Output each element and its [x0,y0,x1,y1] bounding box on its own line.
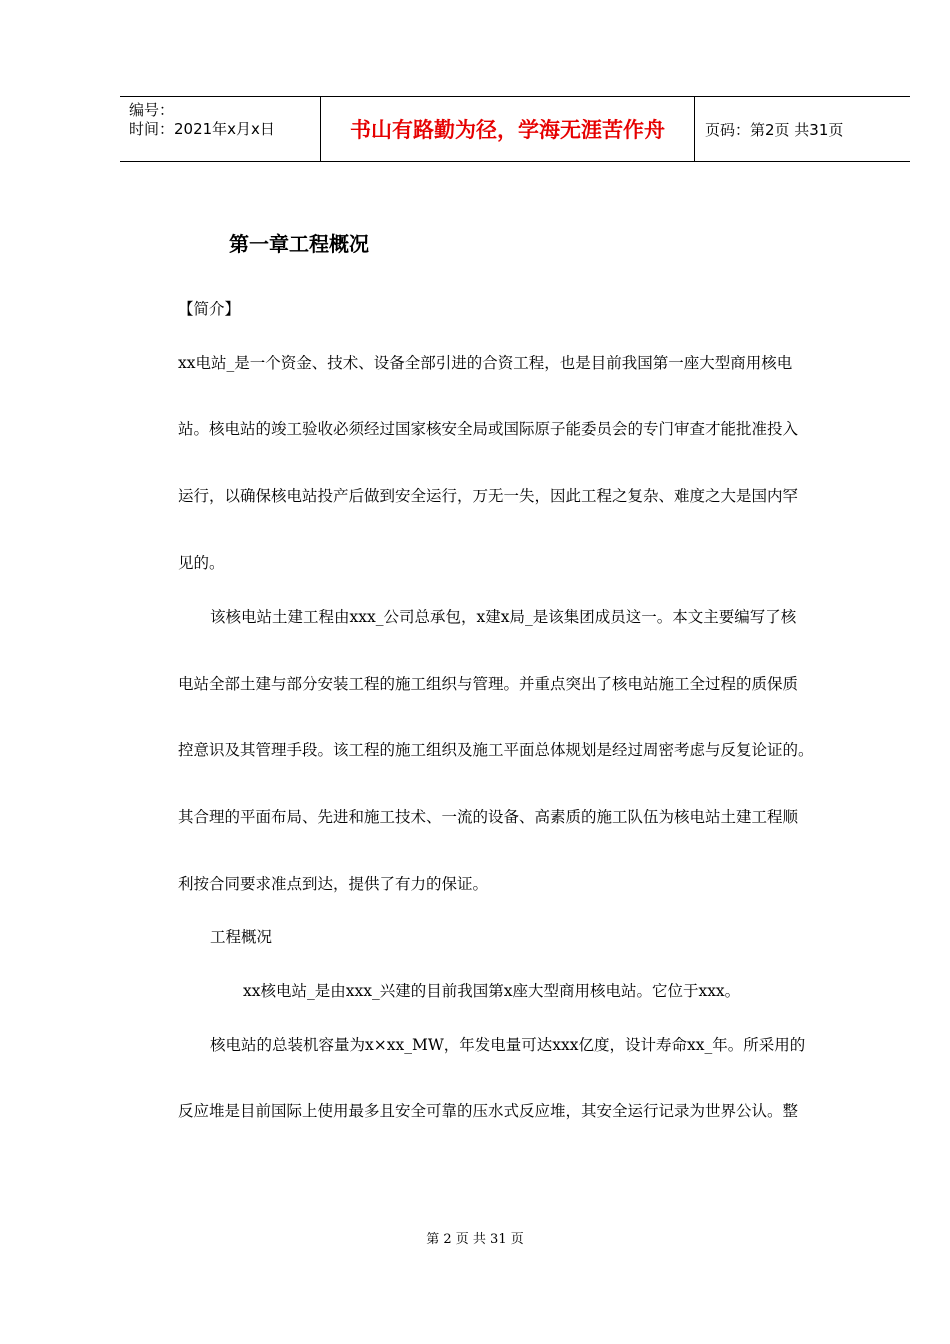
document-time-label: 时间：2021年x月x日 [129,120,275,138]
header-motto: 书山有路勤为径，学海无涯苦作舟 [321,97,695,161]
page-footer: 第 2 页 共 31 页 [426,1232,524,1247]
header-page-info: 页码：第2页 共31页 [705,121,844,139]
paragraph-line: 运行，以确保核电站投产后做到安全运行，万无一失，因此工程之复杂、难度之大是国内罕 [178,487,799,505]
section-heading-overview: 工程概况 [210,928,273,946]
document-header [120,96,910,162]
paragraph-line: 该核电站土建工程由xxx_公司总承包，x建x局_是该集团成员这一。本文主要编写了核 [210,608,797,626]
section-label-intro: 【简介】 [178,300,241,318]
paragraph-line: 其合理的平面布局、先进和施工技术、一流的设备、高素质的施工队伍为核电站土建工程顺 [178,808,799,826]
header-meta-cell [120,97,321,161]
document-number-label: 编号： [129,101,175,119]
paragraph-line: 站。核电站的竣工验收必须经过国家核安全局或国际原子能委员会的专门审查才能批准投入 [178,420,799,438]
paragraph-line: 核电站的总装机容量为x×xx_MW，年发电量可达xxx亿度，设计寿命xx_年。所采用的 [210,1036,806,1054]
chapter-title: 第一章工程概况 [229,232,369,256]
paragraph-line: 控意识及其管理手段。该工程的施工组织及施工平面总体规划是经过周密考虑与反复论证的。 [178,741,814,759]
paragraph-line: 反应堆是目前国际上使用最多且安全可靠的压水式反应堆，其安全运行记录为世界公认。整 [178,1102,799,1120]
paragraph-line: xx电站_是一个资金、技术、设备全部引进的合资工程，也是目前我国第一座大型商用核电 [178,354,793,372]
paragraph-line: 利按合同要求准点到达，提供了有力的保证。 [178,875,489,893]
paragraph-line: 电站全部土建与部分安装工程的施工组织与管理。并重点突出了核电站施工全过程的质保质 [178,675,799,693]
paragraph-line: xx核电站_是由xxx_兴建的目前我国第x座大型商用核电站。它位于xxx。 [243,982,741,1000]
paragraph-line: 见的。 [178,554,225,572]
